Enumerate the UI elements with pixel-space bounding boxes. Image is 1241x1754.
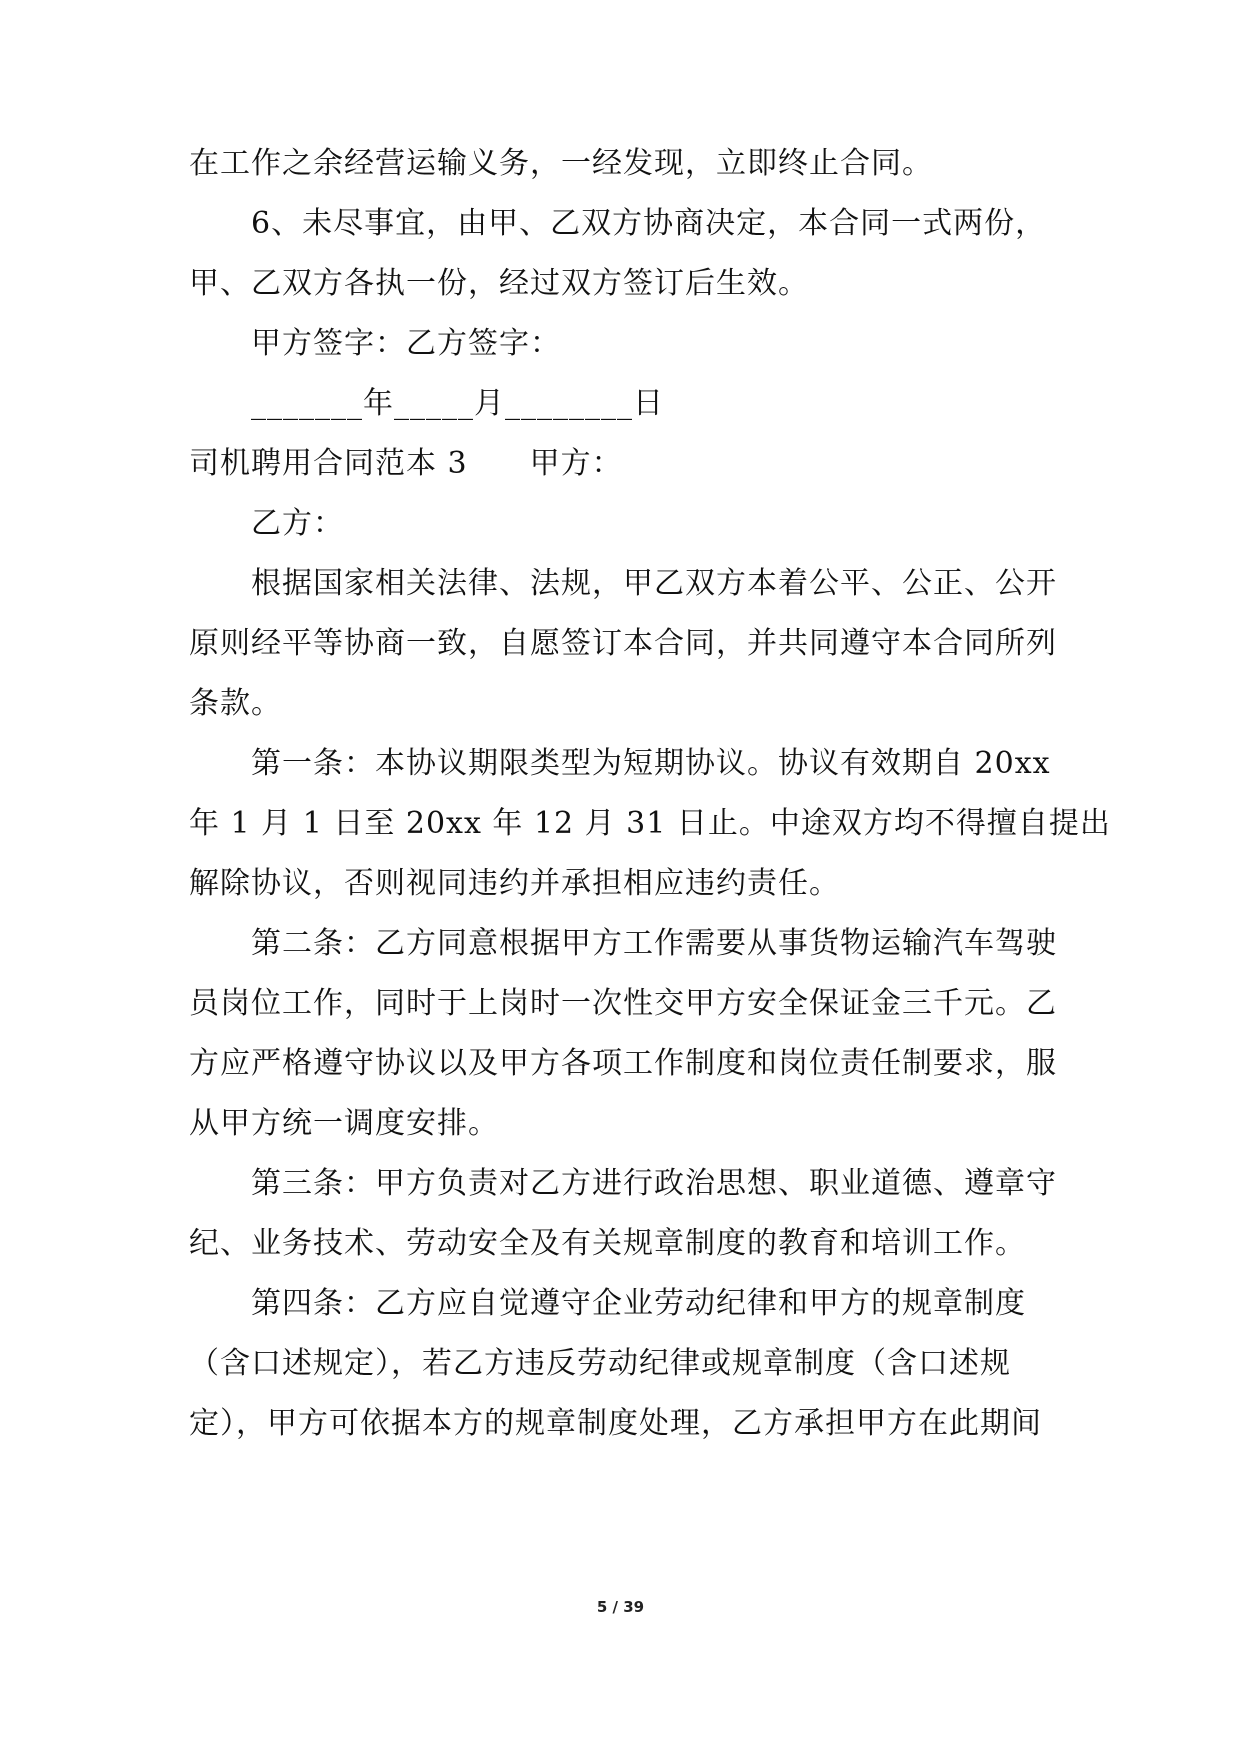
article-1-line: 解除协议，否则视同违约并承担相应违约责任。 bbox=[189, 866, 840, 901]
article-2-line: 从甲方统一调度安排。 bbox=[189, 1106, 499, 1141]
article-2-line: 第二条：乙方同意根据甲方工作需要从事货物运输汽车驾驶 bbox=[251, 926, 1057, 961]
article-2-line: 员岗位工作，同时于上岗时一次性交甲方安全保证金三千元。乙 bbox=[189, 986, 1057, 1021]
article-4-line: 第四条：乙方应自觉遵守企业劳动纪律和甲方的规章制度 bbox=[251, 1286, 1026, 1321]
text-line: 6、未尽事宜，由甲、乙双方协商决定，本合同一式两份， bbox=[251, 206, 1047, 241]
text-line: 原则经平等协商一致，自愿签订本合同，并共同遵守本合同所列 bbox=[189, 626, 1057, 661]
text-line: 在工作之余经营运输义务，一经发现，立即终止合同。 bbox=[189, 146, 933, 181]
signature-line: 甲方签字：乙方签字： bbox=[251, 326, 561, 361]
party-b-label: 乙方： bbox=[251, 506, 344, 541]
article-1-line: 第一条：本协议期限类型为短期协议。协议有效期自 20xx bbox=[251, 746, 1051, 781]
page-number: 5 / 39 bbox=[596, 1598, 645, 1616]
article-4-line: 定），甲方可依据本方的规章制度处理，乙方承担甲方在此期间 bbox=[189, 1406, 1042, 1441]
article-2-line: 方应严格遵守协议以及甲方各项工作制度和岗位责任制要求，服 bbox=[189, 1046, 1057, 1081]
article-1-line: 年 1 月 1 日至 20xx 年 12 月 31 日止。中途双方均不得擅自提出 bbox=[189, 806, 1111, 841]
text-line: 甲、乙双方各执一份，经过双方签订后生效。 bbox=[189, 266, 809, 301]
article-4-line: （含口述规定），若乙方违反劳动纪律或规章制度（含口述规 bbox=[189, 1346, 1011, 1381]
text-line: 根据国家相关法律、法规，甲乙双方本着公平、公正、公开 bbox=[251, 566, 1057, 601]
article-3-line: 纪、业务技术、劳动安全及有关规章制度的教育和培训工作。 bbox=[189, 1226, 1026, 1261]
text-line: 条款。 bbox=[189, 686, 282, 721]
contract-title: 司机聘用合同范本 3 甲方： bbox=[189, 446, 623, 481]
date-line: _______年_____月________日 bbox=[251, 386, 664, 421]
article-3-line: 第三条：甲方负责对乙方进行政治思想、职业道德、遵章守 bbox=[251, 1166, 1057, 1201]
